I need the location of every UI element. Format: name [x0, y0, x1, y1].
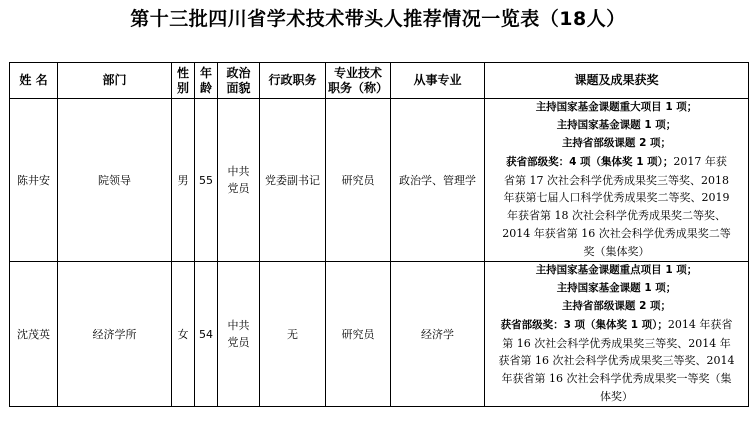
cell-field: 政治学、管理学 — [391, 99, 485, 262]
header-title-line1: 专业技术 — [333, 65, 382, 80]
achievement-line: 获省部级奖：3 项（集体奖 1 项）； — [500, 318, 668, 331]
cell-age: 54 — [195, 262, 218, 407]
table-row — [10, 99, 749, 262]
achievement-line: 2014 年获省第 16 次社会科学优秀成果奖二等 — [502, 226, 731, 240]
header-age-line2: 龄 — [199, 80, 212, 95]
cell-title: 研究员 — [326, 99, 391, 262]
cell-party — [218, 99, 260, 262]
cell-title: 研究员 — [326, 262, 391, 407]
cell-party-line1: 中共 — [227, 165, 250, 178]
achievement-line: 年获省第 16 次社会科学优秀成果奖一等奖（集 — [501, 372, 732, 386]
cell-field: 经济学 — [391, 262, 485, 407]
header-dept: 部门 — [58, 63, 172, 99]
header-achievements: 课题及成果获奖 — [485, 63, 749, 99]
achievement-line: 体奖） — [600, 389, 633, 403]
table-header-row — [10, 63, 749, 99]
header-party-line1: 政治 — [226, 65, 251, 80]
achievement-line: 主持国家基金课题重点项目 1 项； — [535, 264, 698, 277]
header-sex — [172, 63, 195, 99]
achievement-line: 主持国家基金课题 1 项； — [556, 119, 677, 132]
header-field: 从事专业 — [391, 63, 485, 99]
cell-name: 沈茂英 — [10, 262, 58, 407]
cell-dept: 院领导 — [58, 99, 172, 262]
achievement-line: 年获省第 18 次社会科学优秀成果奖二等奖、 — [507, 209, 726, 223]
achievement-line: 年获第七届人口科学优秀成果奖二等奖、2019 — [503, 191, 730, 205]
cell-post: 党委副书记 — [260, 99, 326, 262]
recommendation-table — [9, 62, 749, 407]
header-title — [326, 63, 391, 99]
cell-post: 无 — [260, 262, 326, 407]
achievement-line: 主持省部级课题 2 项； — [561, 137, 672, 149]
header-party — [218, 63, 260, 99]
cell-age: 55 — [195, 99, 218, 262]
achievement-line: 主持国家基金课题 1 项； — [556, 282, 677, 295]
cell-name: 陈井安 — [10, 99, 58, 262]
cell-achievements — [485, 99, 749, 262]
header-party-line2: 面貌 — [226, 80, 251, 95]
header-name: 姓 名 — [10, 63, 58, 99]
achievement-line: 主持省部级课题 2 项； — [561, 299, 672, 312]
header-age-line1: 年 — [199, 65, 212, 80]
cell-achievements — [485, 262, 749, 407]
achievement-line: 2014 年获省 — [667, 317, 733, 331]
header-post: 行政职务 — [260, 63, 326, 99]
cell-party-line1: 中共 — [227, 319, 250, 332]
achievement-line: 获省部级奖：4 项（集体奖 1 项）； — [506, 155, 674, 168]
cell-sex: 男 — [172, 99, 195, 262]
header-sex-line2: 别 — [176, 80, 189, 95]
cell-party — [218, 262, 260, 407]
achievement-line: 主持国家基金课题重大项目 1 项； — [535, 101, 698, 114]
cell-sex: 女 — [172, 262, 195, 407]
achievement-line: 奖（集体奖） — [583, 244, 650, 258]
achievement-line: 省第 17 次社会科学优秀成果奖三等奖、2018 — [504, 173, 729, 187]
page-title: 第十三批四川省学术技术带头人推荐情况一览表（18人） — [130, 8, 626, 30]
achievement-line: 获省第 16 次社会科学优秀成果奖三等奖、2014 — [498, 354, 735, 368]
achievement-line: 第 16 次社会科学优秀成果奖三等奖、2014 年 — [502, 336, 731, 350]
header-sex-line1: 性 — [176, 65, 189, 80]
achievement-line: 2017 年获 — [673, 154, 727, 168]
header-title-line2: 职务（称） — [327, 80, 388, 95]
header-age — [195, 63, 218, 99]
cell-dept: 经济学所 — [58, 262, 172, 407]
table-row — [10, 262, 749, 407]
cell-party-line2: 党员 — [227, 182, 250, 195]
cell-party-line2: 党员 — [227, 336, 250, 349]
